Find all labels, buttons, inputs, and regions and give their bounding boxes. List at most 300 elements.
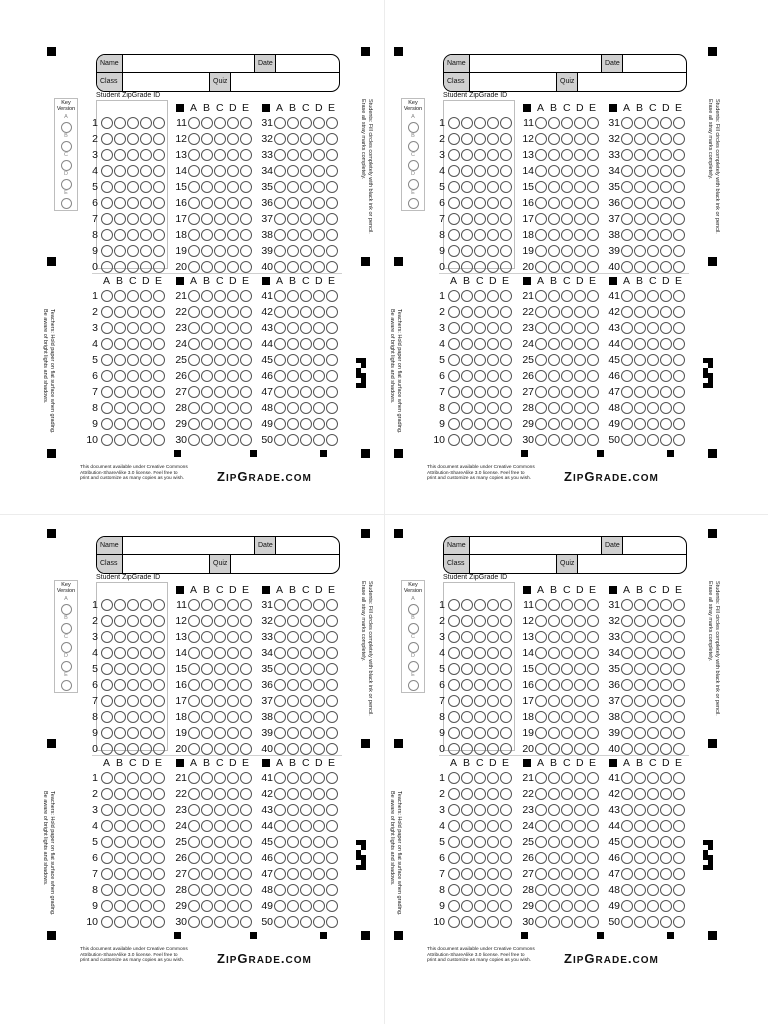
answer-bubble[interactable] [660, 434, 672, 446]
answer-bubble[interactable] [114, 772, 126, 784]
answer-bubble[interactable] [188, 916, 200, 928]
answer-bubble[interactable] [153, 663, 165, 675]
answer-bubble[interactable] [634, 117, 646, 129]
answer-bubble[interactable] [101, 804, 113, 816]
answer-bubble[interactable] [240, 916, 252, 928]
answer-bubble[interactable] [647, 804, 659, 816]
answer-bubble[interactable] [201, 245, 213, 257]
answer-bubble[interactable] [101, 788, 113, 800]
answer-bubble[interactable] [535, 354, 547, 366]
answer-bubble[interactable] [127, 852, 139, 864]
answer-bubble[interactable] [326, 804, 338, 816]
answer-bubble[interactable] [214, 679, 226, 691]
answer-bubble[interactable] [153, 599, 165, 611]
answer-bubble[interactable] [188, 229, 200, 241]
answer-bubble[interactable] [461, 788, 473, 800]
answer-bubble[interactable] [461, 402, 473, 414]
answer-bubble[interactable] [587, 306, 599, 318]
answer-bubble[interactable] [114, 727, 126, 739]
answer-bubble[interactable] [114, 354, 126, 366]
date-field[interactable] [276, 55, 340, 72]
answer-bubble[interactable] [634, 149, 646, 161]
answer-bubble[interactable] [201, 884, 213, 896]
answer-bubble[interactable] [448, 354, 460, 366]
answer-bubble[interactable] [300, 788, 312, 800]
answer-bubble[interactable] [140, 229, 152, 241]
answer-bubble[interactable] [240, 868, 252, 880]
answer-bubble[interactable] [153, 149, 165, 161]
answer-bubble[interactable] [574, 133, 586, 145]
answer-bubble[interactable] [448, 290, 460, 302]
answer-bubble[interactable] [660, 868, 672, 880]
answer-bubble[interactable] [214, 695, 226, 707]
answer-bubble[interactable] [487, 615, 499, 627]
answer-bubble[interactable] [140, 711, 152, 723]
answer-bubble[interactable] [634, 711, 646, 723]
answer-bubble[interactable] [587, 354, 599, 366]
answer-bubble[interactable] [114, 117, 126, 129]
answer-bubble[interactable] [474, 245, 486, 257]
answer-bubble[interactable] [448, 165, 460, 177]
answer-bubble[interactable] [201, 900, 213, 912]
answer-bubble[interactable] [561, 434, 573, 446]
answer-bubble[interactable] [240, 149, 252, 161]
answer-bubble[interactable] [587, 245, 599, 257]
answer-bubble[interactable] [500, 743, 512, 755]
answer-bubble[interactable] [153, 322, 165, 334]
answer-bubble[interactable] [300, 852, 312, 864]
answer-bubble[interactable] [548, 599, 560, 611]
answer-bubble[interactable] [227, 916, 239, 928]
answer-bubble[interactable] [487, 788, 499, 800]
answer-bubble[interactable] [188, 615, 200, 627]
answer-bubble[interactable] [535, 772, 547, 784]
answer-bubble[interactable] [500, 631, 512, 643]
answer-bubble[interactable] [634, 727, 646, 739]
answer-bubble[interactable] [673, 181, 685, 193]
answer-bubble[interactable] [487, 868, 499, 880]
answer-bubble[interactable] [287, 836, 299, 848]
answer-bubble[interactable] [660, 852, 672, 864]
answer-bubble[interactable] [574, 868, 586, 880]
answer-bubble[interactable] [201, 647, 213, 659]
answer-bubble[interactable] [114, 852, 126, 864]
answer-bubble[interactable] [114, 679, 126, 691]
answer-bubble[interactable] [561, 852, 573, 864]
answer-bubble[interactable] [326, 354, 338, 366]
answer-bubble[interactable] [660, 213, 672, 225]
answer-bubble[interactable] [300, 772, 312, 784]
answer-bubble[interactable] [548, 133, 560, 145]
answer-bubble[interactable] [326, 695, 338, 707]
class-field[interactable] [470, 555, 556, 573]
answer-bubble[interactable] [153, 418, 165, 430]
answer-bubble[interactable] [474, 695, 486, 707]
answer-bubble[interactable] [500, 229, 512, 241]
answer-bubble[interactable] [300, 245, 312, 257]
answer-bubble[interactable] [240, 213, 252, 225]
answer-bubble[interactable] [287, 338, 299, 350]
answer-bubble[interactable] [227, 788, 239, 800]
answer-bubble[interactable] [188, 631, 200, 643]
answer-bubble[interactable] [214, 354, 226, 366]
answer-bubble[interactable] [574, 679, 586, 691]
answer-bubble[interactable] [474, 261, 486, 273]
answer-bubble[interactable] [313, 695, 325, 707]
answer-bubble[interactable] [634, 197, 646, 209]
answer-bubble[interactable] [621, 772, 633, 784]
answer-bubble[interactable] [500, 788, 512, 800]
answer-bubble[interactable] [101, 213, 113, 225]
answer-bubble[interactable] [634, 695, 646, 707]
answer-bubble[interactable] [214, 615, 226, 627]
answer-bubble[interactable] [227, 631, 239, 643]
answer-bubble[interactable] [561, 804, 573, 816]
answer-bubble[interactable] [660, 711, 672, 723]
answer-bubble[interactable] [673, 245, 685, 257]
answer-bubble[interactable] [500, 599, 512, 611]
answer-bubble[interactable] [621, 306, 633, 318]
answer-bubble[interactable] [574, 386, 586, 398]
answer-bubble[interactable] [500, 386, 512, 398]
answer-bubble[interactable] [487, 743, 499, 755]
answer-bubble[interactable] [240, 615, 252, 627]
answer-bubble[interactable] [114, 615, 126, 627]
answer-bubble[interactable] [535, 213, 547, 225]
answer-bubble[interactable] [660, 599, 672, 611]
answer-bubble[interactable] [287, 261, 299, 273]
answer-bubble[interactable] [274, 884, 286, 896]
answer-bubble[interactable] [201, 197, 213, 209]
class-field[interactable] [123, 73, 209, 91]
key-version-bubble[interactable] [61, 680, 72, 691]
answer-bubble[interactable] [300, 663, 312, 675]
answer-bubble[interactable] [574, 165, 586, 177]
answer-bubble[interactable] [621, 852, 633, 864]
answer-bubble[interactable] [448, 386, 460, 398]
answer-bubble[interactable] [227, 743, 239, 755]
answer-bubble[interactable] [153, 836, 165, 848]
answer-bubble[interactable] [500, 695, 512, 707]
answer-bubble[interactable] [114, 820, 126, 832]
answer-bubble[interactable] [227, 663, 239, 675]
answer-bubble[interactable] [500, 165, 512, 177]
answer-bubble[interactable] [227, 354, 239, 366]
answer-bubble[interactable] [140, 884, 152, 896]
answer-bubble[interactable] [474, 884, 486, 896]
answer-bubble[interactable] [548, 900, 560, 912]
answer-bubble[interactable] [500, 852, 512, 864]
answer-bubble[interactable] [240, 772, 252, 784]
answer-bubble[interactable] [127, 290, 139, 302]
answer-bubble[interactable] [474, 772, 486, 784]
answer-bubble[interactable] [214, 900, 226, 912]
answer-bubble[interactable] [474, 386, 486, 398]
answer-bubble[interactable] [127, 149, 139, 161]
answer-bubble[interactable] [660, 386, 672, 398]
answer-bubble[interactable] [114, 788, 126, 800]
answer-bubble[interactable] [227, 386, 239, 398]
answer-bubble[interactable] [673, 290, 685, 302]
answer-bubble[interactable] [461, 165, 473, 177]
answer-bubble[interactable] [574, 772, 586, 784]
answer-bubble[interactable] [634, 386, 646, 398]
answer-bubble[interactable] [587, 599, 599, 611]
answer-bubble[interactable] [587, 370, 599, 382]
answer-bubble[interactable] [448, 599, 460, 611]
answer-bubble[interactable] [621, 117, 633, 129]
answer-bubble[interactable] [101, 197, 113, 209]
answer-bubble[interactable] [535, 133, 547, 145]
answer-bubble[interactable] [201, 679, 213, 691]
answer-bubble[interactable] [101, 647, 113, 659]
answer-bubble[interactable] [101, 386, 113, 398]
answer-bubble[interactable] [240, 418, 252, 430]
answer-bubble[interactable] [153, 695, 165, 707]
answer-bubble[interactable] [127, 884, 139, 896]
answer-bubble[interactable] [561, 820, 573, 832]
answer-bubble[interactable] [101, 615, 113, 627]
answer-bubble[interactable] [313, 290, 325, 302]
answer-bubble[interactable] [188, 354, 200, 366]
answer-bubble[interactable] [188, 149, 200, 161]
answer-bubble[interactable] [114, 663, 126, 675]
answer-bubble[interactable] [313, 306, 325, 318]
answer-bubble[interactable] [313, 804, 325, 816]
answer-bubble[interactable] [300, 884, 312, 896]
answer-bubble[interactable] [127, 695, 139, 707]
answer-bubble[interactable] [140, 197, 152, 209]
answer-bubble[interactable] [474, 322, 486, 334]
answer-bubble[interactable] [487, 418, 499, 430]
answer-bubble[interactable] [448, 117, 460, 129]
answer-bubble[interactable] [153, 916, 165, 928]
answer-bubble[interactable] [574, 261, 586, 273]
answer-bubble[interactable] [647, 117, 659, 129]
answer-bubble[interactable] [535, 868, 547, 880]
answer-bubble[interactable] [313, 599, 325, 611]
answer-bubble[interactable] [300, 338, 312, 350]
answer-bubble[interactable] [587, 165, 599, 177]
answer-bubble[interactable] [274, 338, 286, 350]
answer-bubble[interactable] [140, 354, 152, 366]
answer-bubble[interactable] [548, 852, 560, 864]
answer-bubble[interactable] [561, 772, 573, 784]
answer-bubble[interactable] [114, 631, 126, 643]
answer-bubble[interactable] [647, 900, 659, 912]
answer-bubble[interactable] [474, 165, 486, 177]
answer-bubble[interactable] [660, 647, 672, 659]
answer-bubble[interactable] [274, 306, 286, 318]
answer-bubble[interactable] [634, 615, 646, 627]
answer-bubble[interactable] [535, 434, 547, 446]
key-version-bubble[interactable] [61, 642, 72, 653]
answer-bubble[interactable] [487, 197, 499, 209]
answer-bubble[interactable] [673, 663, 685, 675]
answer-bubble[interactable] [101, 338, 113, 350]
answer-bubble[interactable] [274, 181, 286, 193]
answer-bubble[interactable] [673, 820, 685, 832]
answer-bubble[interactable] [127, 229, 139, 241]
answer-bubble[interactable] [621, 322, 633, 334]
answer-bubble[interactable] [287, 599, 299, 611]
answer-bubble[interactable] [114, 165, 126, 177]
answer-bubble[interactable] [300, 679, 312, 691]
answer-bubble[interactable] [188, 900, 200, 912]
answer-bubble[interactable] [587, 290, 599, 302]
answer-bubble[interactable] [127, 181, 139, 193]
answer-bubble[interactable] [214, 402, 226, 414]
answer-bubble[interactable] [127, 261, 139, 273]
answer-bubble[interactable] [660, 615, 672, 627]
answer-bubble[interactable] [647, 884, 659, 896]
answer-bubble[interactable] [114, 695, 126, 707]
answer-bubble[interactable] [201, 804, 213, 816]
answer-bubble[interactable] [548, 884, 560, 896]
answer-bubble[interactable] [274, 852, 286, 864]
answer-bubble[interactable] [326, 149, 338, 161]
answer-bubble[interactable] [548, 229, 560, 241]
answer-bubble[interactable] [153, 900, 165, 912]
answer-bubble[interactable] [500, 338, 512, 350]
answer-bubble[interactable] [621, 197, 633, 209]
answer-bubble[interactable] [326, 245, 338, 257]
answer-bubble[interactable] [127, 434, 139, 446]
answer-bubble[interactable] [474, 402, 486, 414]
answer-bubble[interactable] [140, 261, 152, 273]
answer-bubble[interactable] [660, 631, 672, 643]
answer-bubble[interactable] [287, 727, 299, 739]
answer-bubble[interactable] [561, 213, 573, 225]
answer-bubble[interactable] [461, 695, 473, 707]
answer-bubble[interactable] [313, 900, 325, 912]
answer-bubble[interactable] [548, 322, 560, 334]
answer-bubble[interactable] [561, 743, 573, 755]
answer-bubble[interactable] [140, 772, 152, 784]
answer-bubble[interactable] [287, 229, 299, 241]
answer-bubble[interactable] [287, 852, 299, 864]
answer-bubble[interactable] [114, 434, 126, 446]
answer-bubble[interactable] [634, 354, 646, 366]
answer-bubble[interactable] [673, 197, 685, 209]
answer-bubble[interactable] [214, 338, 226, 350]
answer-bubble[interactable] [140, 663, 152, 675]
answer-bubble[interactable] [214, 322, 226, 334]
answer-bubble[interactable] [101, 663, 113, 675]
answer-bubble[interactable] [114, 370, 126, 382]
answer-bubble[interactable] [287, 306, 299, 318]
answer-bubble[interactable] [140, 322, 152, 334]
answer-bubble[interactable] [153, 679, 165, 691]
answer-bubble[interactable] [660, 884, 672, 896]
key-version-bubble[interactable] [61, 604, 72, 615]
answer-bubble[interactable] [574, 181, 586, 193]
answer-bubble[interactable] [140, 743, 152, 755]
answer-bubble[interactable] [448, 370, 460, 382]
answer-bubble[interactable] [153, 434, 165, 446]
answer-bubble[interactable] [326, 852, 338, 864]
answer-bubble[interactable] [201, 711, 213, 723]
answer-bubble[interactable] [621, 663, 633, 675]
answer-bubble[interactable] [487, 354, 499, 366]
answer-bubble[interactable] [660, 804, 672, 816]
answer-bubble[interactable] [300, 306, 312, 318]
answer-bubble[interactable] [274, 402, 286, 414]
answer-bubble[interactable] [587, 916, 599, 928]
answer-bubble[interactable] [287, 354, 299, 366]
answer-bubble[interactable] [300, 434, 312, 446]
answer-bubble[interactable] [634, 133, 646, 145]
answer-bubble[interactable] [313, 772, 325, 784]
answer-bubble[interactable] [548, 213, 560, 225]
answer-bubble[interactable] [621, 418, 633, 430]
answer-bubble[interactable] [188, 133, 200, 145]
answer-bubble[interactable] [461, 663, 473, 675]
answer-bubble[interactable] [101, 418, 113, 430]
answer-bubble[interactable] [326, 261, 338, 273]
answer-bubble[interactable] [535, 181, 547, 193]
answer-bubble[interactable] [114, 229, 126, 241]
answer-bubble[interactable] [188, 165, 200, 177]
answer-bubble[interactable] [548, 197, 560, 209]
answer-bubble[interactable] [214, 133, 226, 145]
answer-bubble[interactable] [673, 727, 685, 739]
answer-bubble[interactable] [587, 133, 599, 145]
answer-bubble[interactable] [647, 727, 659, 739]
answer-bubble[interactable] [326, 631, 338, 643]
answer-bubble[interactable] [287, 820, 299, 832]
answer-bubble[interactable] [227, 900, 239, 912]
answer-bubble[interactable] [127, 338, 139, 350]
answer-bubble[interactable] [140, 386, 152, 398]
answer-bubble[interactable] [487, 711, 499, 723]
answer-bubble[interactable] [313, 663, 325, 675]
answer-bubble[interactable] [535, 261, 547, 273]
answer-bubble[interactable] [127, 418, 139, 430]
answer-bubble[interactable] [140, 836, 152, 848]
answer-bubble[interactable] [287, 631, 299, 643]
answer-bubble[interactable] [287, 804, 299, 816]
answer-bubble[interactable] [673, 788, 685, 800]
answer-bubble[interactable] [227, 370, 239, 382]
answer-bubble[interactable] [500, 354, 512, 366]
answer-bubble[interactable] [561, 679, 573, 691]
answer-bubble[interactable] [673, 165, 685, 177]
answer-bubble[interactable] [153, 884, 165, 896]
answer-bubble[interactable] [561, 900, 573, 912]
answer-bubble[interactable] [448, 868, 460, 880]
answer-bubble[interactable] [660, 820, 672, 832]
answer-bubble[interactable] [461, 820, 473, 832]
answer-bubble[interactable] [127, 133, 139, 145]
answer-bubble[interactable] [227, 820, 239, 832]
answer-bubble[interactable] [240, 322, 252, 334]
answer-bubble[interactable] [274, 615, 286, 627]
answer-bubble[interactable] [660, 663, 672, 675]
answer-bubble[interactable] [461, 679, 473, 691]
answer-bubble[interactable] [274, 165, 286, 177]
answer-bubble[interactable] [660, 290, 672, 302]
answer-bubble[interactable] [448, 772, 460, 784]
answer-bubble[interactable] [274, 727, 286, 739]
answer-bubble[interactable] [114, 418, 126, 430]
answer-bubble[interactable] [474, 354, 486, 366]
answer-bubble[interactable] [188, 338, 200, 350]
answer-bubble[interactable] [660, 165, 672, 177]
answer-bubble[interactable] [660, 306, 672, 318]
answer-bubble[interactable] [214, 711, 226, 723]
answer-bubble[interactable] [548, 772, 560, 784]
